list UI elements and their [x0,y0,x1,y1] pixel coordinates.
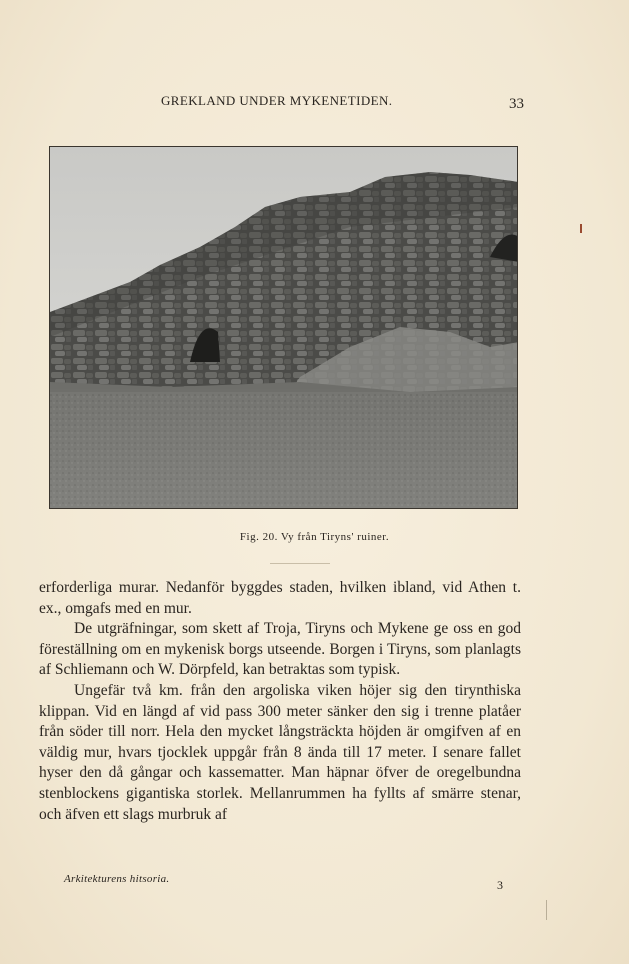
book-title-footer: Arkitekturens hitsoria. [64,873,170,885]
page-number: 33 [509,96,524,112]
paragraph: De utgräfningar, som skett af Troja, Tiryns och Mykene ge oss en god föreställning om en mykenisk borgs utseende. Borgen i Tiryns, som planlagts af Schliemann och W. Dörpfeld, kan betraktas som typisk. [39,620,521,679]
ink-mark [580,224,582,233]
tiryns-ruins-photo [49,146,518,509]
running-title: GREKLAND UNDER MYKENETIDEN. [161,93,393,108]
paragraph: erforderliga murar. Nedanför byggdes staden, hvilken ibland, vid Athen t. ex., omgafs med en mur. [39,579,521,617]
signature-mark: 3 [497,878,503,892]
paper-crease [546,900,547,920]
body-text [39,578,521,825]
figure-caption: Fig. 20. Vy från Tiryns' ruiner. [239,531,390,543]
paragraph: Ungefär två km. från den argoliska viken höjer sig den tirynthiska klippan. Vid en längd af vid pass 300 meter sänker den sig i trenne platåer från söder till norr. Hela den mycket långsträckta höjden är omgifven af en väldig mur, hvars tjocklek uppgår från 8 ända till 17 meter. I senare fallet hyser den då gångar och kassematter. Man häpnar öfver de oregelbundna stenblockens gigantiska storlek. Mellanrummen ha fyllts af smärre stenar, och äfven ett slags murbruk af [39,681,521,823]
caption-divider [270,563,330,564]
